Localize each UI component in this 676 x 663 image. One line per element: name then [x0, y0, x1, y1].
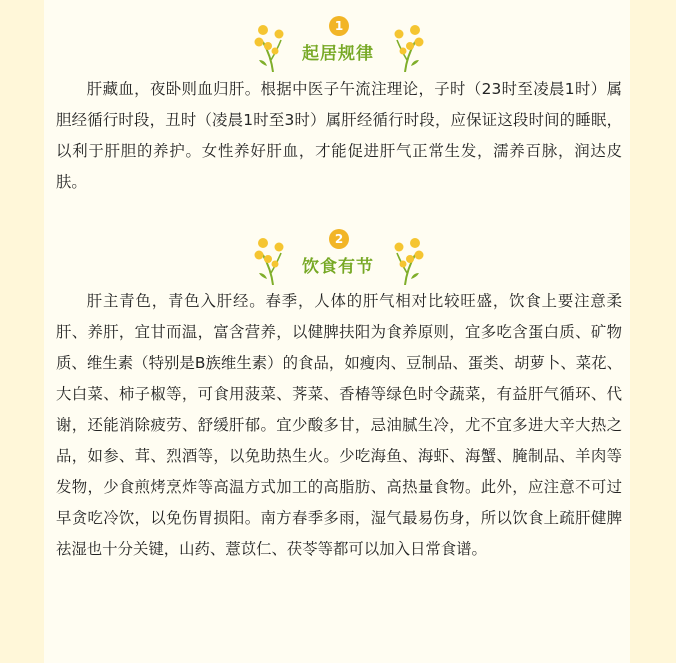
- flower-sprig-icon: [391, 233, 425, 285]
- section-title: 饮食有节: [302, 257, 374, 277]
- section-number-badge: 2: [329, 229, 349, 249]
- left-border: [0, 0, 44, 663]
- flower-sprig-icon: [391, 20, 425, 72]
- section-number-badge: 1: [329, 16, 349, 36]
- section-body-1: 肝藏血，夜卧则血归肝。根据中医子午流注理论，子时（23时至凌晨1时）属胆经循行时段，丑时（凌晨1时至3时）属肝经循行时段，应保证这段时间的睡眠，以利于肝胆的养护。女性养好肝血，才能促进肝气正常生发，濡养百脉，润达皮肤。: [56, 80, 622, 191]
- section-body-2: 肝主青色，青色入肝经。春季，人体的肝气相对比较旺盛，饮食上要注意柔肝、养肝，宜甘而温，富含营养，以健脾扶阳为食养原则，宜多吃含蛋白质、矿物质、维生素（特别是B族维生素）的食品，如瘦肉、豆制品、蛋类、胡萝卜、菜花、大白菜、柿子椒等，可食用菠菜、荠菜、香椿等绿色时令蔬菜，有益肝气循环、代谢，还能消除疲劳、舒缓肝郁。宜少酸多甘，忌油腻生冷，尤不宜多进大辛大热之品，如参、茸、烈酒等，以免助热生火。少吃海鱼、海虾、海蟹、腌制品、羊肉等发物，少食煎烤烹炸等高温方式加工的高脂肪、高热量食物。此外，应注意不可过早贪吃冷饮，以免伤胃损阳。南方春季多雨，湿气最易伤身，所以饮食上疏肝健脾祛湿也十分关键，山药、薏苡仁、茯苓等都可以加入日常食谱。: [56, 292, 622, 558]
- section-title: 起居规律: [302, 44, 374, 64]
- right-border: [630, 0, 676, 663]
- section-heading-2: [0, 229, 676, 289]
- section-heading-1: [0, 16, 676, 76]
